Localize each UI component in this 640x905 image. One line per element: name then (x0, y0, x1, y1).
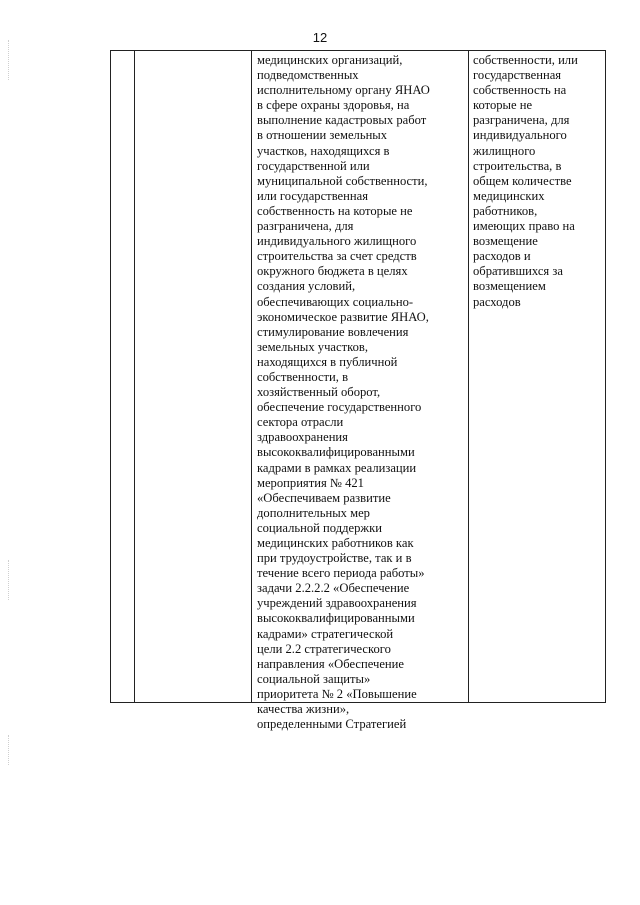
column-divider (134, 51, 135, 702)
column-divider (468, 51, 469, 702)
text-line: участков, находящихся в (257, 143, 390, 158)
text-line: дополнительных мер (257, 505, 370, 520)
text-line: обратившихся за (473, 264, 563, 279)
text-line: возмещением (473, 279, 546, 294)
text-line: или государственная (257, 188, 369, 203)
table-cell-indicator (473, 53, 578, 310)
margin-scan-mark (8, 40, 9, 80)
text-line: обеспечивающих социально- (257, 294, 414, 309)
text-line: определенными Стратегией (257, 717, 407, 732)
text-line: создания условий, (257, 279, 356, 294)
text-line: кадрами» стратегической (257, 626, 394, 641)
text-line: цели 2.2 стратегического (257, 641, 391, 656)
text-line: общем количестве (473, 173, 572, 188)
text-line: собственности, в (257, 369, 349, 384)
text-line: земельных участков, (257, 339, 368, 354)
text-line: окружного бюджета в целях (257, 264, 408, 279)
text-line: задачи 2.2.2.2 «Обеспечение (257, 581, 410, 596)
text-line: собственность на (473, 83, 567, 98)
text-line: расходов (473, 294, 521, 309)
text-line: «Обеспечиваем развитие (257, 490, 391, 505)
text-line: индивидуального (473, 128, 567, 143)
text-line: течение всего периода работы» (257, 566, 425, 581)
text-line: медицинских (473, 188, 545, 203)
text-line: индивидуального жилищного (257, 234, 417, 249)
text-line: государственной или (257, 158, 370, 173)
text-line: подведомственных (257, 68, 359, 83)
text-line: находящихся в публичной (257, 354, 398, 369)
text-line: строительства, в (473, 158, 562, 173)
text-line: хозяйственный оборот, (257, 385, 381, 400)
text-line: сектора отрасли (257, 415, 344, 430)
text-line: строительства за счет средств (257, 249, 417, 264)
text-line: направления «Обеспечение (257, 656, 404, 671)
text-line: приоритета № 2 «Повышение (257, 686, 417, 701)
text-line: социальной поддержки (257, 520, 382, 535)
text-line: медицинских работников как (257, 536, 414, 550)
table-cell-description (257, 53, 430, 732)
text-line: в отношении земельных (257, 128, 388, 143)
text-line: стимулирование вовлечения (257, 324, 409, 339)
text-line: учреждений здравоохранения (257, 596, 417, 611)
margin-scan-mark (8, 560, 9, 600)
text-line: собственности, или (473, 53, 578, 67)
text-line: исполнительному органу ЯНАО (257, 83, 430, 98)
text-line: разграничена, для (257, 219, 354, 234)
text-line: собственность на которые не (257, 203, 413, 218)
text-line: при трудоустройстве, так и в (257, 551, 412, 566)
text-line: которые не (473, 98, 533, 113)
document-table (110, 50, 606, 732)
text-line: муниципальной собственности, (257, 173, 428, 188)
text-line: высококвалифицированными (257, 611, 415, 626)
text-line: разграничена, для (473, 113, 570, 128)
text-line: государственная (473, 68, 562, 83)
text-line: имеющих право на (473, 219, 575, 234)
text-line: выполнение кадастровых работ (257, 113, 427, 128)
text-line: социальной защиты» (257, 671, 371, 686)
text-line: работников, (473, 203, 538, 218)
page-number: 12 (312, 30, 328, 45)
column-divider (251, 51, 252, 702)
margin-scan-mark (8, 735, 9, 765)
text-line: медицинских организаций, (257, 53, 403, 67)
text-line: возмещение (473, 234, 538, 249)
text-line: здравоохранения (257, 430, 348, 445)
text-line: мероприятия № 421 (257, 475, 364, 490)
text-line: жилищного (473, 143, 536, 158)
text-line: кадрами в рамках реализации (257, 460, 417, 475)
text-line: качества жизни», (257, 702, 350, 717)
text-line: в сфере охраны здоровья, на (257, 98, 410, 113)
text-line: высококвалифицированными (257, 445, 415, 460)
text-line: обеспечение государственного (257, 400, 422, 415)
text-line: расходов и (473, 249, 531, 264)
text-line: экономическое развитие ЯНАО, (257, 309, 429, 324)
